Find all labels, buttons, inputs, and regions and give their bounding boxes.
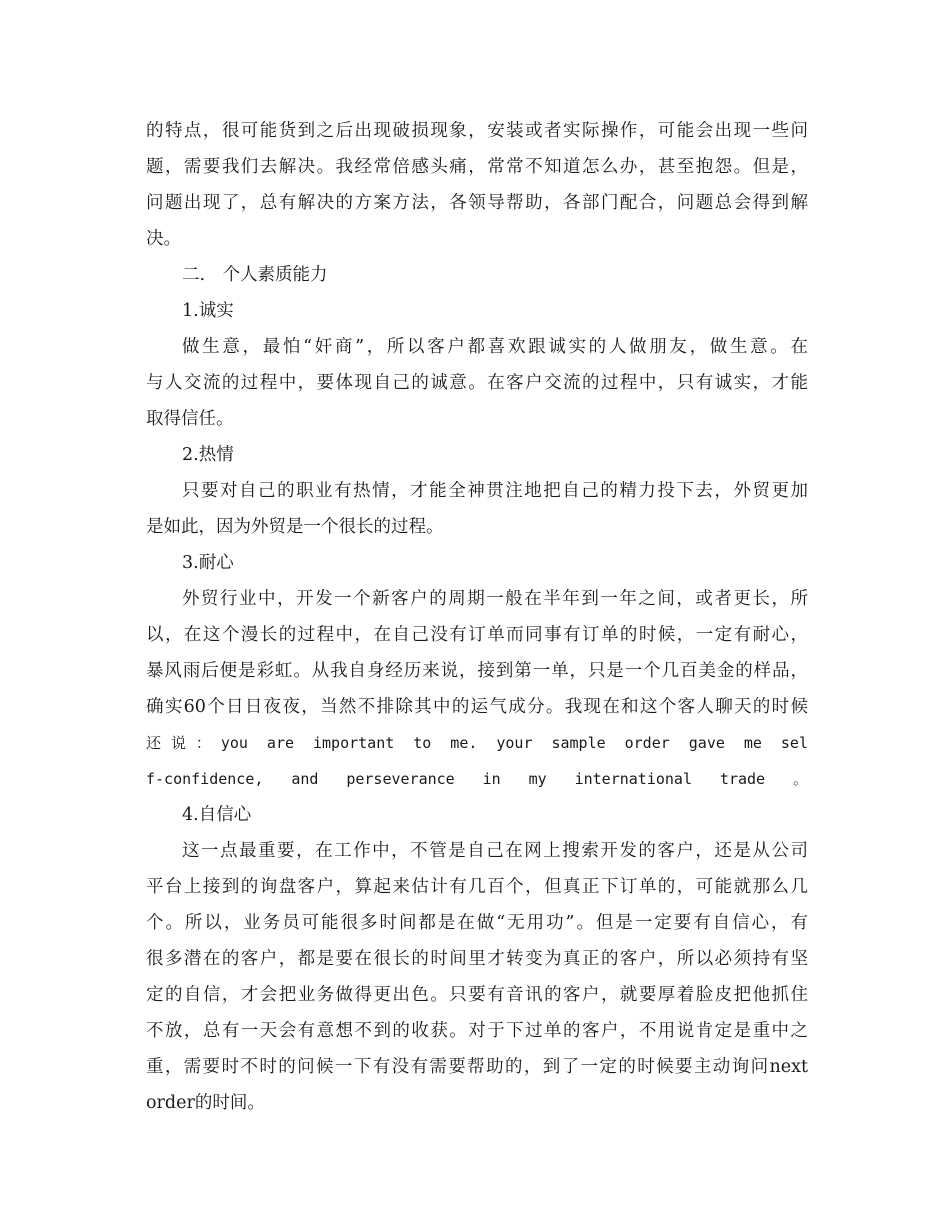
text-line: f-confidence, and perseverance in my international trade 。: [146, 770, 808, 788]
text-line: 定的自信，才会把业务做得更出色。只要有音讯的客户，就要厚着脸皮把他抓住: [146, 985, 808, 1005]
text-line: 暴风雨后便是彩虹。从我自身经历来说，接到第一单，只是一个几百美金的样品，: [146, 661, 808, 681]
text-line: 很多潜在的客户，都是要在很长的时间里才转变为真正的客户，所以必须持有坚: [146, 949, 808, 969]
text-line: 的特点，很可能货到之后出现破损现象，安装或者实际操作，可能会出现一些问: [146, 121, 808, 141]
text-line: 2.热情: [182, 445, 234, 465]
text-line: 还说：you are important to me. your sample order gave me sel: [146, 734, 808, 752]
text-line: order的时间。: [146, 1093, 265, 1113]
text-line: 平台上接到的询盘客户，算起来估计有几百个，但真正下订单的，可能就那么几: [146, 877, 808, 897]
text-line: 4.自信心: [182, 805, 252, 825]
text-line: 1.诚实: [182, 301, 234, 321]
text-line: 做生意，最怕“奸商”，所以客户都喜欢跟诚实的人做朋友，做生意。在: [182, 337, 808, 357]
text-line: 决。: [146, 229, 181, 249]
text-line: 不放，总有一天会有意想不到的收获。对于下过单的客户，不用说肯定是重中之: [146, 1021, 808, 1041]
document-body: [146, 113, 808, 1121]
text-line: 重，需要时不时的问候一下有没有需要帮助的，到了一定的时候要主动询问next: [146, 1057, 808, 1077]
text-line: 只要对自己的职业有热情，才能全神贯注地把自己的精力投下去，外贸更加: [182, 481, 808, 501]
text-line: 确实60个日日夜夜，当然不排除其中的运气成分。我现在和这个客人聊天的时候: [146, 697, 808, 717]
text-line: 二. 个人素质能力: [182, 265, 328, 285]
text-line: 外贸行业中，开发一个新客户的周期一般在半年到一年之间，或者更长，所: [182, 589, 808, 609]
text-line: 与人交流的过程中，要体现自己的诚意。在客户交流的过程中，只有诚实，才能: [146, 373, 808, 393]
text-line: 这一点最重要，在工作中，不管是自己在网上搜索开发的客户，还是从公司: [182, 841, 808, 861]
text-line: 是如此，因为外贸是一个很长的过程。: [146, 517, 444, 537]
text-line: 以，在这个漫长的过程中，在自己没有订单而同事有订单的时候，一定有耐心，: [146, 625, 808, 645]
text-line: 问题出现了，总有解决的方案方法，各领导帮助，各部门配合，问题总会得到解: [146, 193, 808, 213]
text-line: 取得信任。: [146, 409, 234, 429]
text-line: 个。所以，业务员可能很多时间都是在做“无用功”。但是一定要有自信心，有: [146, 913, 808, 933]
text-line: 3.耐心: [182, 553, 234, 573]
text-line: 题，需要我们去解决。我经常倍感头痛，常常不知道怎么办，甚至抱怨。但是，: [146, 157, 808, 177]
